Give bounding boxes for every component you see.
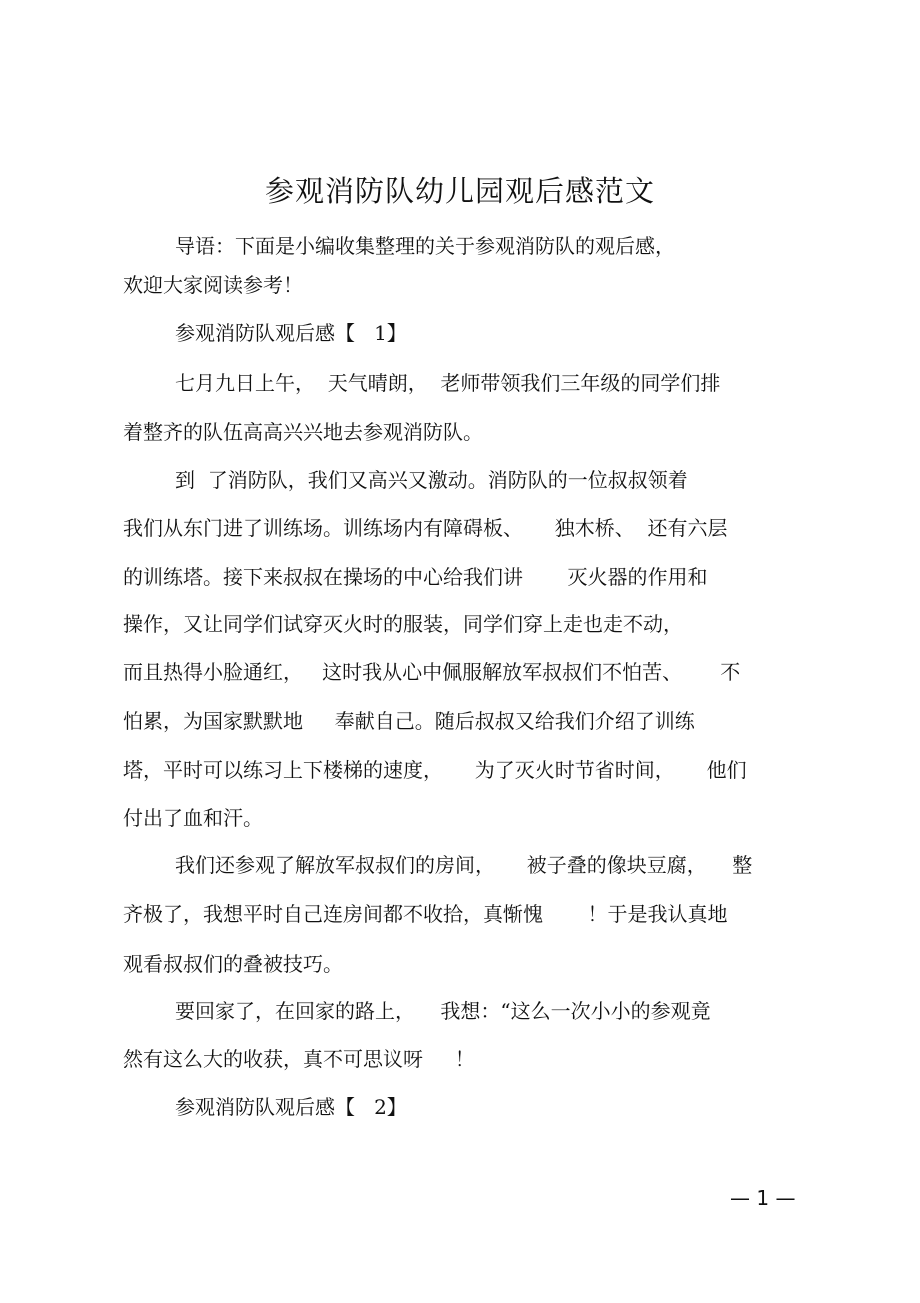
para-4-line-1: 要回家了，在回家的路上， 我想：“这么一次小小的参观竟 [175,999,711,1023]
para-2-line-3: 的训练塔。接下来叔叔在操场的中心给我们讲 灭火器的作用和 [123,565,708,589]
section-2-heading: 参观消防队观后感【 2】 [175,1095,407,1119]
para-3-line-3: 观看叔叔们的叠被技巧。 [123,952,343,976]
para-1-line-2: 着整齐的队伍高高兴兴地去参观消防队。 [123,420,483,444]
para-2-line-7: 塔，平时可以练习上下楼梯的速度， 为了灭火时节省时间， 他们 [123,758,747,782]
para-3-line-2: 齐极了，我想平时自己连房间都不收拾，真惭愧 ！于是我认真地 [123,902,728,926]
para-2-line-4: 操作，又让同学们试穿灭火时的服装，同学们穿上走也走不动， [123,612,683,636]
para-2-line-2: 我们从东门进了训练场。训练场内有障碍板、 独木桥、 还有六层 [123,516,728,540]
para-1-line-1: 七月九日上午， 天气晴朗， 老师带领我们三年级的同学们排 [175,371,721,395]
para-2-line-1: 到 了消防队，我们又高兴又激动。消防队的一位叔叔领着 [175,468,688,492]
para-4-line-2: 然有这么大的收获，真不可思议呀 ！ [123,1047,475,1071]
intro-line-1: 导语：下面是小编收集整理的关于参观消防队的观后感， [175,234,675,258]
document-title: 参观消防队幼儿园观后感范文 [264,174,655,208]
para-2-line-5: 而且热得小脸通红， 这时我从心中佩服解放军叔叔们不怕苦、 不 [123,660,741,684]
page-number: — 1 — [730,1186,796,1210]
para-2-line-6: 怕累，为国家默默地 奉献自己。随后叔叔又给我们介绍了训练 [123,709,695,733]
para-2-line-8: 付出了血和汗。 [123,806,263,830]
para-3-line-1: 我们还参观了解放军叔叔们的房间， 被子叠的像块豆腐， 整 [175,853,753,877]
intro-line-2: 欢迎大家阅读参考！ [123,273,303,297]
section-1-heading: 参观消防队观后感【 1】 [175,321,407,345]
